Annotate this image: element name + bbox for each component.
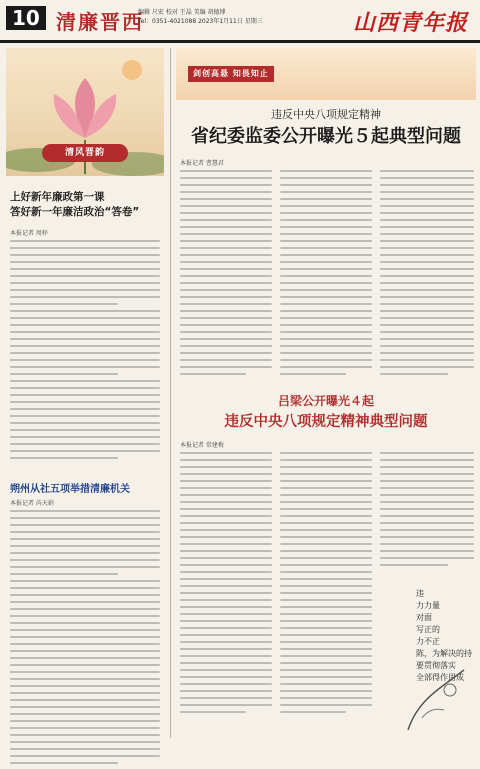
story-2-kicker: 吕梁公开曝光４起 — [277, 394, 374, 408]
left-sub-article-body — [10, 510, 160, 769]
left-byline: 本报记者 周梓 — [10, 230, 48, 237]
left-headline-line-2: 答好新一年廉洁政治“答卷” — [10, 206, 140, 218]
story-1-body-col-2 — [280, 170, 372, 380]
calligraphy-note: 违 力力量 对面 写正的 力不正 陈，为解决的持 要贯彻落实 全部得作用成 — [416, 589, 472, 682]
story-1-body-col-1 — [180, 170, 272, 380]
story-2-body-col-1 — [180, 452, 272, 718]
column-divider — [170, 48, 171, 738]
story-1-headline: 省纪委监委公开曝光５起典型问题 — [191, 126, 461, 147]
story-2-headline: 违反中央八项规定精神典型问题 — [224, 414, 428, 430]
page-number: 10 — [6, 6, 46, 30]
section-name: 清廉晋西 — [56, 10, 144, 34]
left-column — [6, 48, 164, 738]
masthead — [0, 0, 480, 43]
column-badge: 清风晋韵 — [42, 144, 128, 162]
contact-date-line: Tel：0351-4021088 2023年1月11日 星期三 — [138, 18, 263, 25]
left-headline — [10, 190, 160, 220]
masthead-meta — [138, 8, 288, 26]
topic-banner — [176, 48, 476, 100]
story-2-body-col-3 — [380, 452, 474, 571]
banner-tag: 剑创高悬 知畏知止 — [188, 66, 274, 82]
lotus-illustration — [6, 48, 164, 176]
ink-sketch-illustration — [398, 660, 476, 738]
story-2-body-col-2 — [280, 452, 372, 718]
left-sub-byline: 本报记者 芮天娟 — [10, 500, 54, 507]
left-article-body — [10, 240, 160, 464]
newspaper-name: 山西青年报 — [352, 10, 468, 36]
editor-line: 编辑 尺宏 校对 王晶 美编 胡德博 — [138, 9, 226, 16]
story-1-byline: 本报记者 曹慧君 — [180, 160, 224, 167]
left-sub-headline: 朔州从社五项举措清廉机关 — [10, 484, 130, 495]
story-1-kicker: 违反中央八项规定精神 — [271, 108, 381, 121]
story-1-body-col-3 — [380, 170, 474, 380]
story-2-byline: 本报记者 常建梅 — [180, 442, 224, 449]
left-headline-line-1: 上好新年廉政第一课 — [10, 191, 105, 203]
